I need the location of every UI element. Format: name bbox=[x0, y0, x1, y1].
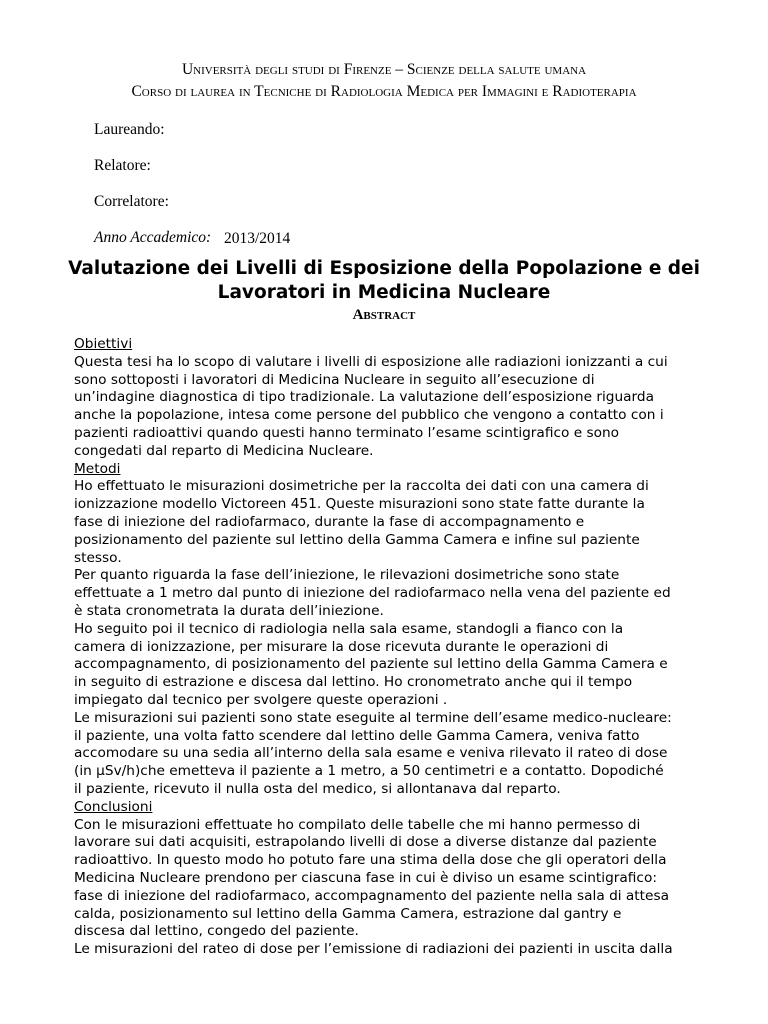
thesis-title-line: Lavoratori in Medicina Nucleare bbox=[217, 282, 551, 303]
paragraph-line: accomodare su una sedia all’interno della sala esame e veniva rilevato il rateo di dose bbox=[74, 745, 668, 762]
paragraph-line: posizionamento del paziente sul lettino della Gamma Camera e infine sul paziente bbox=[74, 531, 640, 548]
course-header: Corso di laurea in Tecniche di Radiologia Medica per Immagini e Radioterapia bbox=[131, 83, 637, 100]
paragraph-line: un’indagine diagnostica di tipo tradizionale. La valutazione dell’esposizione riguarda bbox=[74, 389, 654, 406]
paragraph-line: Con le misurazioni effettuate ho compilato delle tabelle che mi hanno permesso di bbox=[74, 816, 641, 833]
paragraph-line: Le misurazioni sui pazienti sono state eseguite al termine dell’esame medico-nucleare: bbox=[74, 709, 672, 726]
section-heading-metodi: Metodi bbox=[74, 460, 121, 477]
paragraph-line: fase di iniezione del radiofarmaco, durante la fase di accompagnamento e bbox=[74, 513, 585, 530]
paragraph-line: anche la popolazione, intesa come persone del pubblico che vengono a contatto con i bbox=[74, 407, 664, 424]
academic-year bbox=[94, 229, 291, 247]
laureando-label: Laureando: bbox=[94, 121, 165, 138]
relatore-label: Relatore: bbox=[94, 157, 151, 174]
abstract-body bbox=[74, 336, 714, 959]
abstract-heading: Abstract bbox=[352, 307, 416, 323]
section-heading-obiettivi: Obiettivi bbox=[74, 336, 133, 352]
paragraph-line: congedati dal reparto di Medicina Nucleare. bbox=[74, 442, 374, 459]
paragraph-line: il paziente, ricevuto il nulla osta del medico, si allontanava dal reparto. bbox=[74, 780, 561, 797]
paragraph-line: Questa tesi ha lo scopo di valutare i livelli di esposizione alle radiazioni ionizzanti a cui bbox=[74, 353, 668, 370]
paragraph-line: pazienti radioattivi quando questi hanno terminato l’esame scintigrafico e sono bbox=[74, 424, 620, 441]
paragraph-line: lavorare sui dati acquisiti, estrapolando livelli di dose a diverse distanze dal paziente bbox=[74, 834, 657, 851]
thesis-title-line: Valutazione dei Livelli di Esposizione della Popolazione e dei bbox=[68, 258, 700, 279]
paragraph-line: calda, posizionamento sul lettino della Gamma Camera, estrazione dal gantry e bbox=[74, 905, 622, 922]
paragraph-line: accompagnamento, di posizionamento del paziente sul lettino della Gamma Camera e bbox=[74, 656, 668, 673]
paragraph-line: Medicina Nucleare prendono per ciascuna fase in cui è diviso un esame scintigrafico: bbox=[74, 869, 657, 886]
paragraph-line: ionizzazione modello Victoreen 451. Queste misurazioni sono state fatte durante la bbox=[74, 496, 645, 513]
paragraph-line: Ho effettuato le misurazioni dosimetriche per la raccolta dei dati con una camera di bbox=[74, 478, 649, 495]
paragraph-line: camera di ionizzazione, per misurare la dose ricevuta durante le operazioni di bbox=[74, 638, 609, 655]
academic-year-label: Anno Accademico: bbox=[94, 229, 212, 246]
paragraph-line: in seguito di estrazione e discesa dal lettino. Ho cronometrato anche qui il tempo bbox=[74, 674, 633, 691]
paragraph-line: stesso. bbox=[74, 549, 122, 566]
paragraph-line: fase di iniezione del radiofarmaco, accompagnamento del paziente nella sala di attesa bbox=[74, 887, 669, 904]
paragraph-line: il paziente, una volta fatto scendere dal lettino delle Gamma Camera, veniva fatto bbox=[74, 727, 640, 744]
paragraph-line: è stata cronometrata la durata dell’iniezione. bbox=[74, 602, 384, 619]
correlatore-label: Correlatore: bbox=[94, 193, 169, 210]
academic-year-value: 2013/2014 bbox=[224, 230, 291, 247]
university-header: Università degli studi di Firenze – Scienze della salute umana bbox=[181, 61, 587, 78]
paragraph-line: Per quanto riguarda la fase dell’iniezione, le rilevazioni dosimetriche sono state bbox=[74, 567, 620, 584]
paragraph-line: Ho seguito poi il tecnico di radiologia nella sala esame, standogli a fianco con la bbox=[74, 620, 624, 637]
paragraph-line: discesa dal lettino, congedo del paziente. bbox=[74, 923, 359, 940]
paragraph-line: effettuate a 1 metro dal punto di iniezione del radiofarmaco nella vena del paziente ed bbox=[74, 585, 671, 602]
paragraph-line: sono sottoposti i lavoratori di Medicina Nucleare in seguito all’esecuzione di bbox=[74, 371, 595, 388]
paragraph-line: radioattivo. In questo modo ho potuto fare una stima della dose che gli operatori della bbox=[74, 852, 667, 869]
thesis-title bbox=[40, 257, 728, 305]
paragraph-line: impiegato dal tecnico per svolgere queste operazioni . bbox=[74, 691, 448, 708]
section-heading-conclusioni: Conclusioni bbox=[74, 798, 153, 815]
paragraph-line: (in µSv/h)che emetteva il paziente a 1 metro, a 50 centimetri e a contatto. Dopodiché bbox=[74, 763, 664, 780]
paragraph-line: Le misurazioni del rateo di dose per l’emissione di radiazioni dei pazienti in uscita dalla bbox=[74, 941, 673, 958]
